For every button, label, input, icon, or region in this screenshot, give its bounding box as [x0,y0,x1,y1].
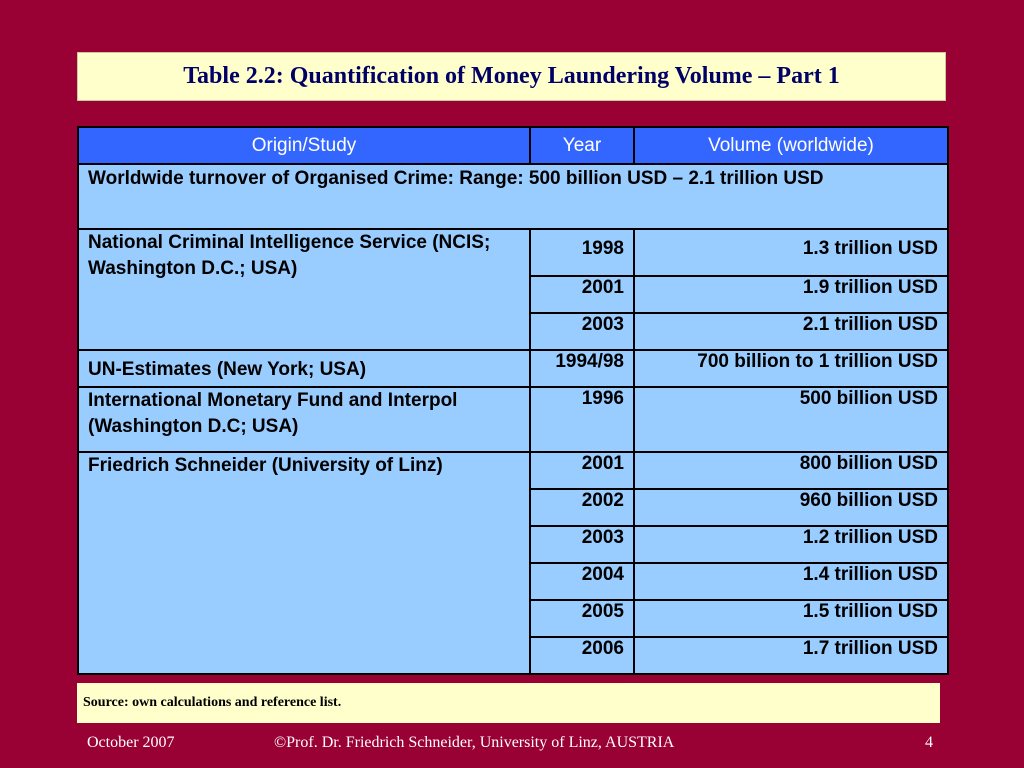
table-row [78,452,948,489]
summary-cell: Worldwide turnover of Organised Crime: Range: 500 billion USD – 2.1 trillion USD [78,164,948,229]
volume-cell: 1.2 trillion USD [634,526,948,563]
footer-page-number: 4 [925,734,933,751]
year-cell: 1996 [530,387,634,452]
volume-cell: 500 billion USD [634,387,948,452]
year-cell: 2006 [530,637,634,674]
table-row [78,387,948,452]
header-year: Year [530,127,634,164]
volume-cell: 2.1 trillion USD [634,313,948,350]
origin-cell: National Criminal Intelligence Service (NCIS; Washington D.C.; USA) [78,229,530,350]
year-cell: 2001 [530,452,634,489]
year-cell: 2004 [530,563,634,600]
volume-cell: 1.3 trillion USD [634,229,948,276]
source-box [77,683,940,723]
year-cell: 2003 [530,526,634,563]
year-cell: 2001 [530,276,634,313]
table-row [78,229,948,276]
slide-title-box [77,52,946,101]
table-row-summary [78,164,948,229]
origin-cell: UN-Estimates (New York; USA) [78,350,530,387]
volume-cell: 700 billion to 1 trillion USD [634,350,948,387]
header-origin: Origin/Study [78,127,530,164]
volume-cell: 1.9 trillion USD [634,276,948,313]
header-volume: Volume (worldwide) [634,127,948,164]
volume-cell: 960 billion USD [634,489,948,526]
source-text: Source: own calculations and reference list. [83,695,342,710]
year-cell: 1998 [530,229,634,276]
volume-cell: 1.7 trillion USD [634,637,948,674]
table-row [78,350,948,387]
volume-cell: 800 billion USD [634,452,948,489]
year-cell: 1994/98 [530,350,634,387]
slide-title: Table 2.2: Quantification of Money Laundering Volume – Part 1 [183,63,840,89]
volume-cell: 1.4 trillion USD [634,563,948,600]
footer-date: October 2007 [87,734,175,751]
origin-cell: Friedrich Schneider (University of Linz) [78,452,530,674]
origin-cell: International Monetary Fund and Interpol (Washington D.C; USA) [78,387,530,452]
table-header-row [78,127,948,164]
year-cell: 2002 [530,489,634,526]
money-laundering-table [77,126,949,675]
year-cell: 2003 [530,313,634,350]
footer-author: ©Prof. Dr. Friedrich Schneider, University of Linz, AUSTRIA [274,734,675,751]
year-cell: 2005 [530,600,634,637]
volume-cell: 1.5 trillion USD [634,600,948,637]
